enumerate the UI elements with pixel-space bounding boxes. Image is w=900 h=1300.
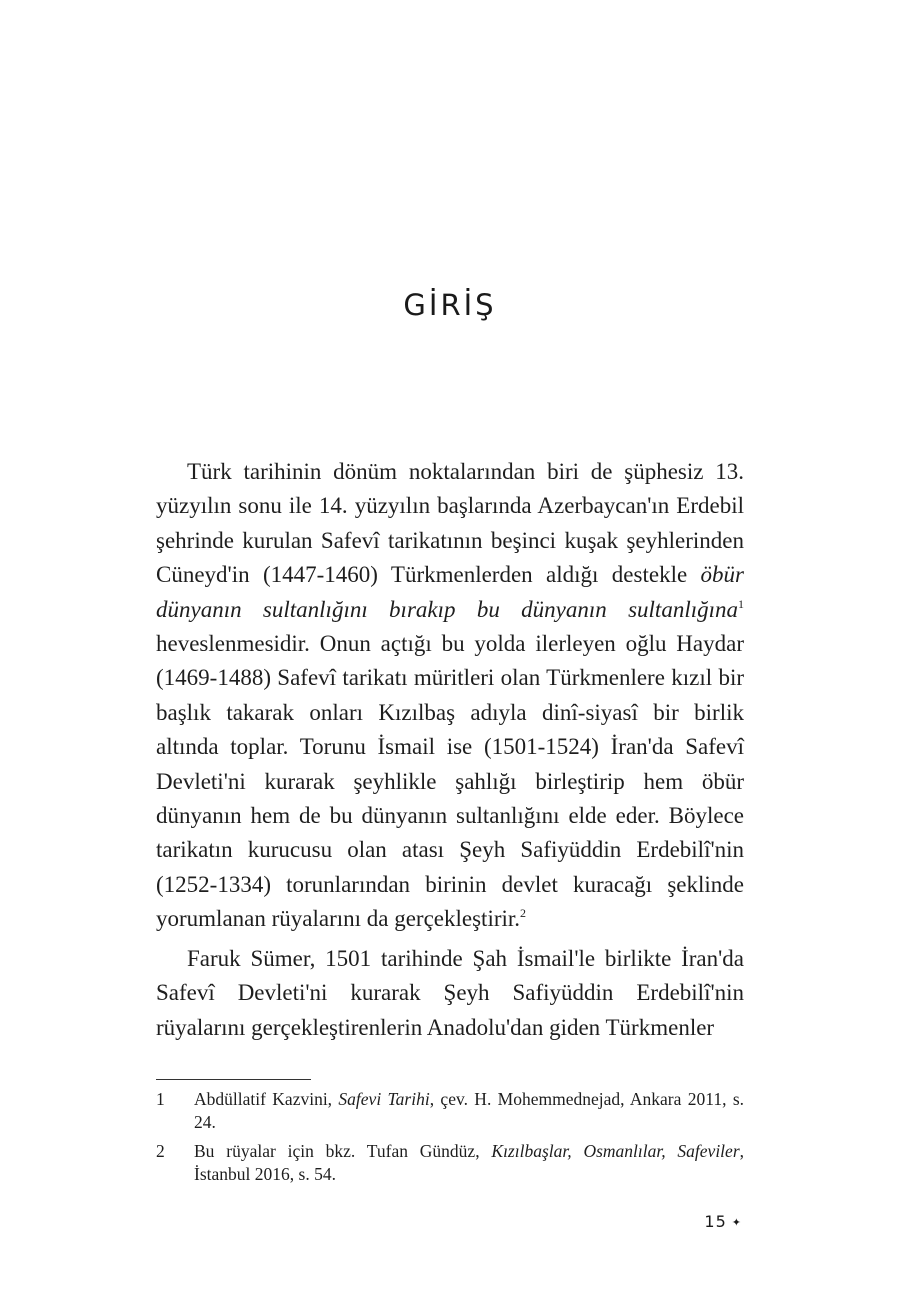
footnote-1-details: , çev. H. Mohemmednejad, Ankara 2011, s. 24. <box>194 1089 745 1132</box>
footnote-1-author: Abdüllatif Kazvini, <box>194 1089 339 1109</box>
paragraph-1-text-end: heveslenmesidir. Onun açtığı bu yolda ilerleyen oğlu Haydar (1469-1488) Safevî tarikatı müritleri olan Türkmenlere kızıl bir başlık takarak onları Kızılbaş adıyla dinî-siyasî bir birlik altında toplar. Torunu İsmail ise (1501-1524) İran'da Safevî Devleti'ni kurarak şeyhlikle şahlığı birleştirip hem öbür dünyanın hem de bu dünyanın sultanlığını elde eder. Böylece tarikatın kurucusu olan atası Şeyh Safiyüddin Erdebilî'nin (1252-1334) torunlarından birinin devlet kuracağı şeklinde yorumlanan rüyalarını da gerçekleştirir. <box>156 631 744 932</box>
footnote-2-number: 2 <box>156 1141 165 1161</box>
body-text <box>156 455 744 1045</box>
footnote-divider <box>156 1079 311 1080</box>
footnote-ref-1[interactable]: 1 <box>738 596 744 611</box>
footnote-2-author: Bu rüyalar için bkz. Tufan Gündüz, <box>194 1141 492 1161</box>
footnote-2-title: Kızılbaşlar, Osmanlılar, Safeviler <box>491 1141 740 1161</box>
footnotes <box>156 1088 744 1192</box>
footnote-1 <box>156 1088 744 1134</box>
paragraph-1-italic-quote: öbür dünyanın sultanlığını bırakıp bu dünyanın sultanlığına <box>156 562 744 622</box>
footnote-2-details: , İstanbul 2016, s. 54. <box>194 1141 744 1184</box>
footnote-1-number: 1 <box>156 1089 165 1109</box>
footnote-1-text <box>194 1088 744 1134</box>
footnote-2-text <box>194 1140 744 1186</box>
page-number <box>704 1212 742 1231</box>
footnote-1-title: Safevi Tarihi <box>338 1089 430 1109</box>
paragraph-1 <box>156 455 744 937</box>
paragraph-1-text-start: Türk tarihinin dönüm noktalarından biri de şüphesiz 13. yüzyılın sonu ile 14. yüzyılın başlarında Azerbaycan'ın Erdebil şehrinde kurulan Safevî tarikatının beşinci kuşak şeyhlerinden Cüneyd'in (1447-1460) Türkmenlerden aldığı destekle <box>156 459 744 588</box>
chapter-title: GİRİŞ <box>403 288 497 322</box>
page-number-value: 15 <box>704 1212 727 1231</box>
four-point-star-icon: ✦ <box>731 1216 742 1229</box>
paragraph-2: Faruk Sümer, 1501 tarihinde Şah İsmail'le birlikte İran'da Safevî Devleti'ni kurarak Şeyh Safiyüddin Erdebilî'nin rüyalarını gerçekleştirenlerin Anadolu'dan giden Türkmenler <box>156 945 744 1040</box>
footnote-2 <box>156 1140 744 1186</box>
footnote-ref-2[interactable]: 2 <box>520 906 527 921</box>
